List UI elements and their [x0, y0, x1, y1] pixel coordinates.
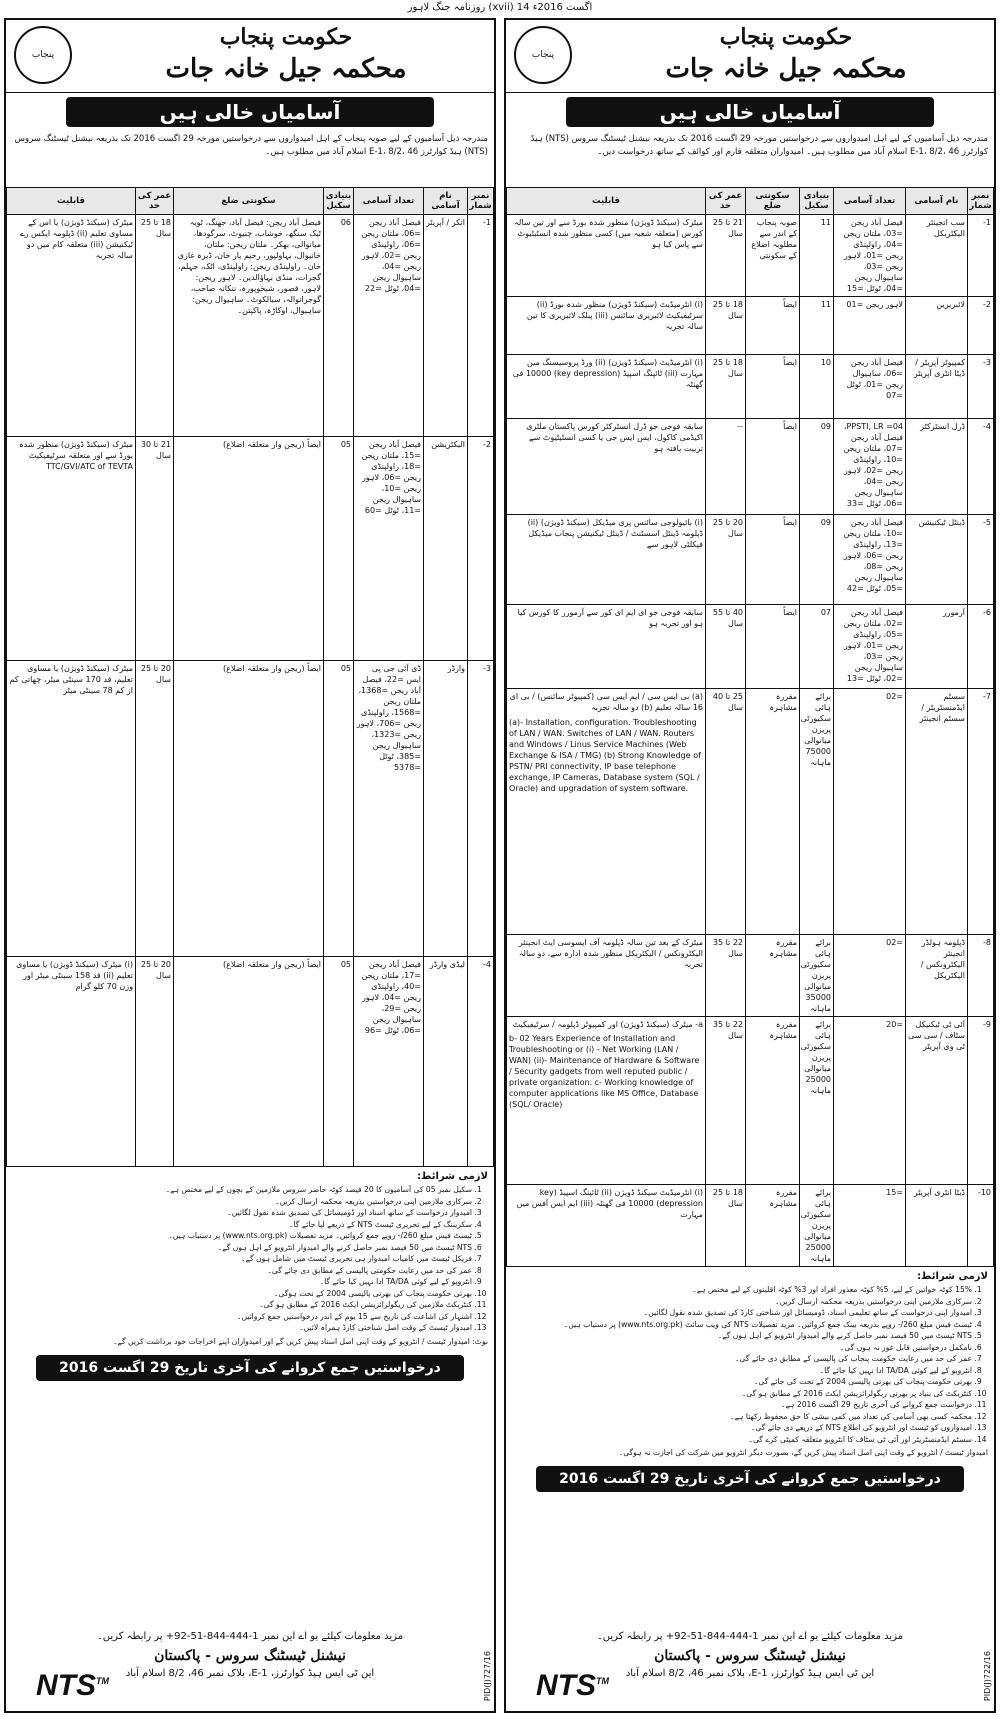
- list-item: 13. امیدواروں کو ٹیسٹ اور انٹرویو کی اطلاع NTS کے ذریعے دی جائے گی۔: [512, 1422, 972, 1434]
- it-staff-requirements-en: b- 02 Years Experience of Installation and Troubleshooting or (i) - Net Working (LAN / WAN) (ii)- Maintenance of Hardware & Software / Security gadgets from well reputed public / private organization. c- Working knowledge of computer applications like MS Office, Database (SQL/ Oracle): [509, 1034, 700, 1109]
- jobs-table: [506, 187, 994, 1267]
- nts-name: نیشنل ٹیسٹنگ سروس - پاکستان: [654, 1648, 846, 1664]
- list-item: 7. عمر کی حد میں رعایت حکومت پنجاب کی پالیسی کے مطابق دی جائے گی۔: [512, 1353, 972, 1365]
- notice-text: نوٹ: امیدوار ٹیسٹ / انٹرویو کے وقت اپنی اصل اسناد پیش کریں گے اور امیدواران اپنے اخراجات خود برداشت کریں گے۔: [113, 1336, 488, 1346]
- contact-info: مزید معلومات کیلئے یو اے این نمبر 1-444-844-51-92+ پر رابطہ کریں۔: [596, 1631, 904, 1642]
- table-row: 6- آرمورر فیصل آباد ریجن =02، ملتان ریجن =05، راولپنڈی ریجن =01، لاہور ریجن =03، ساہیوال ریجن =02، ٹوٹل =13 07 ایضاً 40 تا 55 سال سابقہ فوجی جو ای ایم ای کور سے آرمورر کا کورس کیا ہو اور تجربہ ہو: [507, 605, 994, 689]
- list-item: 9. انٹرویو کے لیے کوئی TA/DA ادا نہیں کیا جائے گا۔: [12, 1276, 472, 1288]
- vacancies-banner: آسامیاں خالی ہیں: [566, 97, 934, 127]
- notice-text: امیدوار ٹیسٹ / انٹرویو کے وقت اپنی اصل اسناد پیش کریں گے، بصورت دیگر انٹرویو میں شرکت کی اجازت نہ ہوگی۔: [618, 1448, 988, 1457]
- table-row: 5- ڈینٹل ٹیکنیشن فیصل آباد ریجن =10، ملتان ریجن =13، راولپنڈی ریجن =06، لاہور ریجن =08، ساہیوال ریجن =05، ٹوٹل =42 09 ایضاً 20 تا 25 سال (i) بائیولوجی سائنس پری میڈیکل (سیکنڈ ڈویژن) (ii) ڈپلومہ ڈینٹل اسسٹنٹ / ڈینٹل ٹیکنیشن پنجاب میڈیکل فیکلٹی لاہور سے: [507, 515, 994, 605]
- deadline-banner: درخواستیں جمع کروانے کی آخری تاریخ 29 اگست 2016: [536, 1466, 964, 1492]
- col-qualification: قابلیت: [7, 188, 136, 215]
- department-title: محکمہ جیل خانہ جات: [165, 54, 407, 84]
- nts-footer: [506, 1627, 994, 1711]
- table-row: 4- ڈرل انسٹرکٹر PPSTI, LR =04، فیصل آباد ریجن =07، ملتان ریجن =10، راولپنڈی ریجن =02، لاہور ریجن =04، ساہیوال ریجن =06، ٹوٹل =33 09 ایضاً -- سابقہ فوجی جو ڈرل انسٹرکٹر کورس پاکستان ملٹری اکیڈمی کاکول، ایس ایس جی یا کسی انسٹیٹیوٹ سے تربیت یافتہ ہو: [507, 419, 994, 515]
- list-item: 8. عمر کی حد میں رعایت حکومتی پالیسی کے مطابق دی جائے گی۔: [12, 1265, 472, 1277]
- table-header-row: [507, 188, 994, 215]
- pid-code: PID(J)722/16: [983, 1650, 992, 1701]
- pid-code: PID(J)727/16: [483, 1650, 492, 1701]
- list-item: 5. NTS ٹیسٹ میں 50 فیصد نمبر حاصل کرنے والے امیدوار انٹرویو کے اہل ہوں گے۔: [512, 1330, 972, 1342]
- punjab-emblem-icon: پنجاب: [14, 26, 72, 84]
- table-row: 1- انکر / آپریٹر فیصل آباد ریجن =06، ملتان ریجن =06، راولپنڈی ریجن =02، لاہور ریجن =04، ساہیوال ریجن =04، ٹوٹل =22 06 فیصل آباد ریجن: فیصل آباد، جھنگ، ٹوبہ ٹیک سنگھ، خوشاب، چنیوٹ، سرگودھا، میانوالی، بھکر۔ ملتان ریجن: ملتان، خانیوال، بہاولپور، رحیم یار خان، ڈیرہ غازی خان۔ راولپنڈی ریجن: راولپنڈی، اٹک، جہلم، گجرات، منڈی بہاؤالدین۔ لاہور ریجن: لاہور، قصور، شیخوپورہ، ننکانہ صاحب، گوجرانوالہ، سیالکوٹ۔ ساہیوال ریجن: ساہیوال، اوکاڑہ، پاکپتن۔ 18 تا 25 سال میٹرک (سیکنڈ ڈویژن) یا اس کے مساوی تعلیم (ii) ڈپلومہ ایکس رے ٹیکنیشن (iii) متعلقہ کام میں دو سالہ تجربہ: [7, 215, 494, 437]
- list-item: 11. کنٹریکٹ ملازمین کی ریگولرائزیشن ایکٹ 2016 کے مطابق ہو گی۔: [12, 1299, 472, 1311]
- col-qualification: قابلیت: [507, 188, 706, 215]
- government-title: حکومت پنجاب: [219, 24, 353, 50]
- table-row: 7- سسٹم ایڈمنسٹریٹر / سسٹم انجینئر =02 برائے ہائی سکیورٹی پریزن میانوالی 75000 ماہانہ مقررہ مشاہرہ 25 تا 40 سال (a) بی ایس سی / ایم ایس سی (کمپیوٹر سائنس) / بی ای 16 سالہ تعلیم (b) دو سالہ تجربہ (a)- Installation, configuration. Troubleshooting of LAN / WAN. Switches of LAN / WAN. Routers and Windows / Linus Service Machines (Web Exchange & ISA / TMG) (b) Strong Knowledge of PSTN/ PRI connectivity, IP base telephone exchange, IP Cameras, Database system (SQL / Oracle) and upgradation of system software.: [507, 689, 994, 935]
- list-item: 11. درخواست جمع کروانے کی آخری تاریخ 29 اگست 2016 ہے۔: [512, 1399, 972, 1411]
- list-item: 5. ٹیسٹ فیس مبلغ 260/- روپے جمع کروائیں۔ مزید تفصیلات (www.nts.org.pk) پر دستیاب ہیں۔: [12, 1230, 472, 1242]
- list-item: 7. فزیکل ٹیسٹ میں کامیاب امیدوار ہی تحریری ٹیسٹ میں شامل ہوں گے۔: [12, 1253, 472, 1265]
- list-item: 4. سکریننگ کے لیے تحریری ٹیسٹ NTS کے ذریعے لیا جائے گا۔: [12, 1219, 472, 1231]
- list-item: 2. سرکاری ملازمین اپنی درخواستیں بذریعہ محکمہ ارسال کریں۔: [512, 1296, 972, 1308]
- jobs-table: [6, 187, 494, 1167]
- advertisement-right: [504, 18, 996, 1713]
- conditions-list: [512, 1284, 988, 1445]
- ad-header: [506, 20, 994, 93]
- col-age: عمر کی حد: [706, 188, 746, 215]
- contact-info: مزید معلومات کیلئے یو اے این نمبر 1-444-844-51-92+ پر رابطہ کریں۔: [96, 1631, 404, 1642]
- punjab-emblem-icon: پنجاب: [514, 26, 572, 84]
- table-row: 2- لائبریرین لاہور ریجن =01 11 ایضاً 18 تا 25 سال (i) انٹرمیڈیٹ (سیکنڈ ڈویژن) منظور شدہ بورڈ (ii) سرٹیفیکیٹ لائبریری سائنس (iii) پبلک لائبریری کا تین سالہ تجربہ: [507, 297, 994, 355]
- col-age: عمر کی حد: [136, 188, 174, 215]
- conditions-title: لازمی شرائط:: [417, 1171, 488, 1182]
- intro-text: مندرجہ ذیل آسامیوں کے لیے اہل امیدواروں سے درخواستیں مورخہ 29 اگست 2016 تک بذریعہ نیشنل ٹیسٹنگ سروس (NTS) ہیڈ کوارٹرز E-1، 8/2، 46 اسلام آباد میں مطلوب ہیں۔ امیدواران متعلقہ فارم اور کوائف کے ساتھ درخواست دیں۔: [530, 134, 988, 157]
- conditions-title: لازمی شرائط:: [917, 1271, 988, 1282]
- list-item: 1. 15% کوٹہ خواتین کے لیے، 5% کوٹہ معذور افراد اور 3% کوٹہ اقلیتوں کے لیے مختص ہے۔: [512, 1284, 972, 1296]
- table-row: 9- آئی ٹی ٹیکنیکل سٹاف / سی سی ٹی وی آپریٹر =20 برائے ہائی سکیورٹی پریزن میانوالی 25000 ماہانہ مقررہ مشاہرہ 22 تا 35 سال a- میٹرک (سیکنڈ ڈویژن) اور کمپیوٹر ڈپلومہ / سرٹیفیکیٹ b- 02 Years Experience of Installation and Troubleshooting or (i) - Net Working (LAN / WAN) (ii)- Maintenance of Hardware & Software / Security gadgets from well reputed public / private organization. c- Working knowledge of computer applications like MS Office, Database (SQL/ Oracle): [507, 1017, 994, 1185]
- list-item: 6. NTS ٹیسٹ میں 50 فیصد نمبر حاصل کرنے والے امیدوار انٹرویو کے اہل ہوں گے۔: [12, 1242, 472, 1254]
- advertisement-left: [4, 18, 496, 1713]
- table-row: 1- سب انجینئر الیکٹریکل فیصل آباد ریجن =03، ملتان ریجن =04، راولپنڈی ریجن =01، لاہور ریجن =03، ساہیوال ریجن =04، ٹوٹل =15 11 صوبہ پنجاب کے اندر سے مطلوبہ اضلاع کے سکونتی 21 تا 25 سال میٹرک (سیکنڈ ڈویژن) منظور شدہ بورڈ سے اور تین سالہ کورس (متعلقہ شعبہ میں) کسی منظور شدہ انسٹیٹیوٹ سے پاس کیا ہو: [507, 215, 994, 297]
- ad-header: [6, 20, 494, 93]
- col-serial: نمبر شمار: [468, 188, 494, 215]
- nts-logo: NTS™: [36, 1669, 109, 1702]
- list-item: 8. انٹرویو کے لیے کوئی TA/DA ادا نہیں کیا جائے گا۔: [512, 1365, 972, 1377]
- list-item: 2. سرکاری ملازمین اپنی درخواستیں بذریعہ محکمہ ارسال کریں۔: [12, 1196, 472, 1208]
- government-title: حکومت پنجاب: [719, 24, 853, 50]
- table-header-row: [7, 188, 494, 215]
- col-count: تعداد آسامی: [354, 188, 424, 215]
- table-row: 2- الیکٹریشن فیصل آباد ریجن =15، ملتان ریجن =18، راولپنڈی ریجن =06، لاہور ریجن =10، ساہیوال ریجن =11، ٹوٹل =60 05 ایضاً (ریجن وار متعلقہ اضلاع) 21 تا 30 سال میٹرک (سیکنڈ ڈویژن) منظور شدہ بورڈ سے اور متعلقہ سرٹیفیکیٹ TTC/GVI/ATC of TEVTA: [7, 437, 494, 661]
- list-item: 9. بھرتی حکومت پنجاب کی بھرتی پالیسی 2004 کے تحت کی جائے گی۔: [512, 1376, 972, 1388]
- col-post: نام آسامی: [424, 188, 468, 215]
- deadline-banner: درخواستیں جمع کروانے کی آخری تاریخ 29 اگست 2016: [36, 1355, 464, 1381]
- nts-footer: [6, 1627, 494, 1711]
- list-item: 10. کنٹریکٹ کی بنیاد پر بھرتی ریگولرائزیشن ایکٹ 2016 کے مطابق ہو گی۔: [512, 1388, 972, 1400]
- list-item: 4. ٹیسٹ فیس مبلغ 260/- روپے بذریعہ بینک جمع کروائیں۔ مزید تفصیلات NTS کی ویب سائٹ (www.nts.org.pk) پر دستیاب ہیں۔: [512, 1319, 972, 1331]
- table-row: 3- کمپیوٹر آپریٹر / ڈیٹا انٹری آپریٹر فیصل آباد ریجن =06، ساہیوال ریجن =01، ٹوٹل =07 10 ایضاً 18 تا 25 سال (i) انٹرمیڈیٹ (سیکنڈ ڈویژن) (ii) ورڈ پروسیسنگ میں مہارت (iii) ٹائپنگ اسپیڈ (key depression) 10000 فی گھنٹہ: [507, 355, 994, 419]
- table-row: 4- لیڈی وارڈر فیصل آباد ریجن =17، ملتان ریجن =40، راولپنڈی ریجن =04، لاہور ریجن =29، ساہیوال ریجن =06، ٹوٹل =96 05 ایضاً (ریجن وار متعلقہ اضلاع) 20 تا 25 سال (i) میٹرک (سیکنڈ ڈویژن) یا مساوی تعلیم (ii) قد 158 سینٹی میٹر اور وزن 70 کلو گرام: [7, 957, 494, 1167]
- nts-name: نیشنل ٹیسٹنگ سروس - پاکستان: [154, 1648, 346, 1664]
- nts-logo: NTS™: [536, 1669, 609, 1702]
- system-admin-requirements-en: (a)- Installation, configuration. Troubleshooting of LAN / WAN. Switches of LAN / WAN. Routers and Windows / Linus Service Machines (Web Exchange & ISA / TMG) (b) Strong Knowledge of PSTN/ PRI connectivity, IP base telephone exchange, IP Cameras, Database system (SQL / Oracle) and upgradation of system software.: [509, 718, 701, 793]
- list-item: 12. محکمہ کسی بھی آسامی کی تعداد میں کمی بیشی کا حق محفوظ رکھتا ہے۔: [512, 1411, 972, 1423]
- table-row: 10- ڈیٹا انٹری آپریٹر =15 برائے ہائی سکیورٹی پریزن میانوالی 25000 ماہانہ مقررہ مشاہرہ 18 تا 25 سال (i) انٹرمیڈیٹ سیکنڈ ڈویژن (ii) ٹائپنگ اسپیڈ (key depression) 10000 فی گھنٹہ (iii) ایم ایس آفس میں مہارت: [507, 1185, 994, 1267]
- col-domicile: سکونتی ضلع: [174, 188, 324, 215]
- list-item: 12. اشتہار کی اشاعت کی تاریخ سے 15 یوم کے اندر درخواستیں جمع کروائیں۔: [12, 1311, 472, 1323]
- list-item: 3. امیدوار درخواست کے ساتھ اسناد اور ڈومیسائل کی تصدیق شدہ نقول لگائیں۔: [12, 1207, 472, 1219]
- col-scale: بنیادی سکیل: [800, 188, 834, 215]
- list-item: 1. سکیل نمبر 05 کی آسامیوں کا 20 فیصد کوٹہ حاضر سروس ملازمین کے بچوں کے لیے مختص ہے۔: [12, 1184, 472, 1196]
- list-item: 10. بھرتی حکومت پنجاب کی بھرتی پالیسی 2004 کے تحت ہوگی۔: [12, 1288, 472, 1300]
- newspaper-masthead: روزنامہ جنگ لاہور (xvii) 14 اگست 2016ء: [407, 2, 593, 13]
- intro-text: مندرجہ ذیل آسامیوں کے لیے صوبہ پنجاب کے اہل امیدواروں سے درخواستیں مورخہ 29 اگست 2016 تک بذریعہ نیشنل ٹیسٹنگ سروس (NTS) ہیڈ کوارٹرز E-1، 8/2، 46 اسلام آباد میں مطلوب ہیں۔: [14, 134, 488, 157]
- list-item: 6. نامکمل درخواستیں قابل غور نہ ہوں گی۔: [512, 1342, 972, 1354]
- list-item: 3. امیدوار اپنی درخواست کے ساتھ تعلیمی اسناد، ڈومیسائل اور شناختی کارڈ کی تصدیق شدہ نقول لگائیں۔: [512, 1307, 972, 1319]
- conditions-list: [12, 1184, 488, 1334]
- list-item: 14. سسٹم ایڈمنسٹریٹر اور آئی ٹی سٹاف کا انٹرویو متعلقہ کمیٹی کرے گی۔: [512, 1434, 972, 1446]
- nts-address: این ٹی ایس ہیڈ کوارٹرز، E-1، بلاک نمبر 46، 8/2 اسلام آباد: [625, 1668, 875, 1679]
- col-serial: نمبر شمار: [968, 188, 994, 215]
- table-row: 3- وارڈر ڈی آئی جی پی ایس =22، فیصل آباد ریجن =1368، ملتان ریجن =1568، راولپنڈی ریجن =706، لاہور ریجن =1323، ساہیوال ریجن =385، ٹوٹل =5378 05 ایضاً (ریجن وار متعلقہ اضلاع) 20 تا 25 سال میٹرک (سیکنڈ ڈویژن) یا مساوی تعلیم، قد 170 سینٹی میٹر، چھاتی کم از کم 78 سینٹی میٹر: [7, 661, 494, 957]
- col-scale: بنیادی سکیل: [324, 188, 354, 215]
- col-count: تعداد آسامی: [834, 188, 906, 215]
- department-title: محکمہ جیل خانہ جات: [665, 54, 907, 84]
- nts-address: این ٹی ایس ہیڈ کوارٹرز، E-1، بلاک نمبر 46، 8/2 اسلام آباد: [125, 1668, 375, 1679]
- col-domicile: سکونتی ضلع: [746, 188, 800, 215]
- table-row: 8- ڈپلومہ ہولڈر انجینئر الیکٹرونکس / الیکٹریکل =02 برائے ہائی سکیورٹی پریزن میانوالی 35000 ماہانہ مقررہ مشاہرہ 22 تا 35 سال میٹرک کے بعد تین سالہ ڈپلومہ آف ایسوسی ایٹ انجینئر الیکٹرونکس / الیکٹریکل منظور شدہ ادارہ سے، دو سالہ تجربہ: [507, 935, 994, 1017]
- col-post: نام آسامی: [906, 188, 968, 215]
- list-item: 13. امیدوار ٹیسٹ کے وقت اصل شناختی کارڈ ہمراہ لائیں۔: [12, 1322, 472, 1334]
- vacancies-banner: آسامیاں خالی ہیں: [66, 97, 434, 127]
